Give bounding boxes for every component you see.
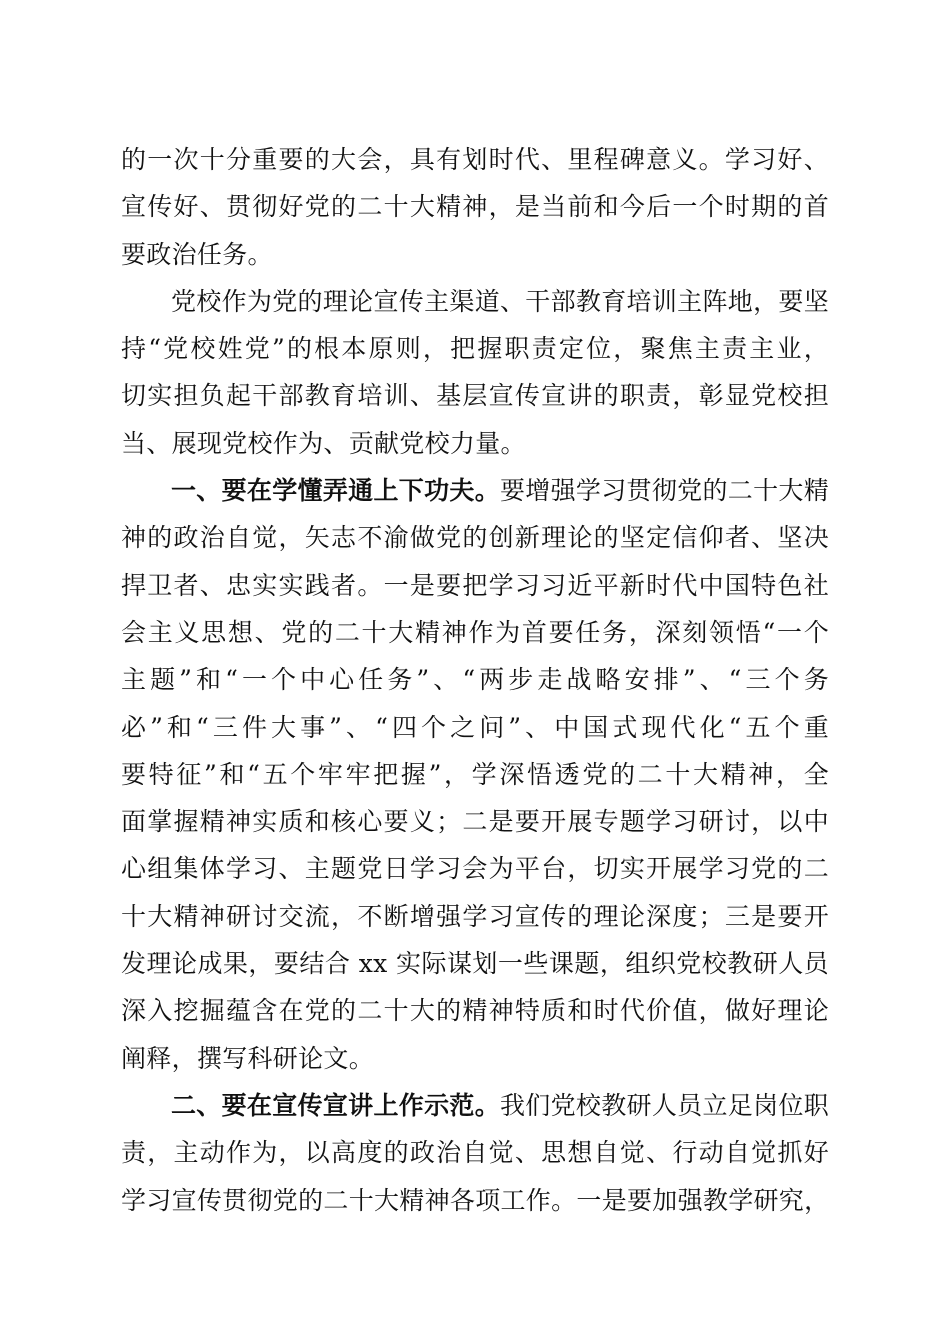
- text-line: 主题”和“一个中心任务”、“两步走战略安排”、“三个务: [121, 665, 829, 695]
- paragraph-1: [121, 136, 829, 278]
- text-line: 面掌握精神实质和核心要义；二是要开展专题学习研讨，以中: [121, 807, 829, 837]
- section-heading-2: 二、要在宣传宣讲上作示范。: [171, 1090, 500, 1120]
- paragraph-2: [121, 278, 829, 467]
- text-line: 责，主动作为，以高度的政治自觉、思想自觉、行动自觉抓好: [121, 1138, 829, 1168]
- text-line: 当、展现党校作为、贡献党校力量。: [121, 428, 526, 458]
- text-line: 心组集体学习、主题党日学习会为平台，切实开展学习党的二: [121, 854, 829, 884]
- text-line: 学习宣传贯彻党的二十大精神各项工作。一是要加强教学研究，: [121, 1185, 830, 1215]
- section-heading-1: 一、要在学懂弄通上下功夫。: [171, 476, 500, 506]
- text-line: 党校作为党的理论宣传主渠道、干部教育培训主阵地，要坚: [171, 286, 829, 316]
- text-line: 阐释，撰写科研论文。: [121, 1043, 375, 1073]
- text-line: 的一次十分重要的大会，具有划时代、里程碑意义。学习好、: [121, 145, 829, 174]
- text-line: 必”和“三件大事”、“四个之问”、中国式现代化“五个重: [121, 712, 829, 742]
- text-line: 宣传好、贯彻好党的二十大精神，是当前和今后一个时期的首: [121, 192, 829, 222]
- text-run: 要增强学习贯彻党的二十大精: [500, 476, 829, 506]
- text-line: 十大精神研讨交流，不断增强学习宣传的理论深度；三是要开: [121, 901, 829, 931]
- text-line: 发理论成果，要结合 xx 实际谋划一些课题，组织党校教研人员: [121, 949, 829, 979]
- text-line: 要政治任务。: [121, 239, 273, 269]
- text-line: 持“党校姓党”的根本原则，把握职责定位，聚焦主责主业，: [121, 334, 829, 364]
- text-run: 我们党校教研人员立足岗位职: [500, 1090, 829, 1120]
- text-line: [121, 1082, 829, 1129]
- text-line: 会主义思想、党的二十大精神作为首要任务，深刻领悟“一个: [121, 617, 829, 647]
- text-line: 捍卫者、忠实实践者。一是要把学习习近平新时代中国特色社: [121, 570, 829, 600]
- paragraph-3: [121, 467, 829, 1082]
- text-line: 切实担负起干部教育培训、基层宣传宣讲的职责，彰显党校担: [121, 381, 829, 411]
- text-line: 神的政治自觉，矢志不渝做党的创新理论的坚定信仰者、坚决: [121, 523, 829, 553]
- text-line: 深入挖掘蕴含在党的二十大的精神特质和时代价值，做好理论: [121, 996, 829, 1026]
- text-line: 要特征”和“五个牢牢把握”，学深悟透党的二十大精神，全: [121, 759, 829, 789]
- text-line: [121, 467, 829, 514]
- paragraph-4: [121, 1082, 829, 1224]
- document-page: [121, 136, 829, 1224]
